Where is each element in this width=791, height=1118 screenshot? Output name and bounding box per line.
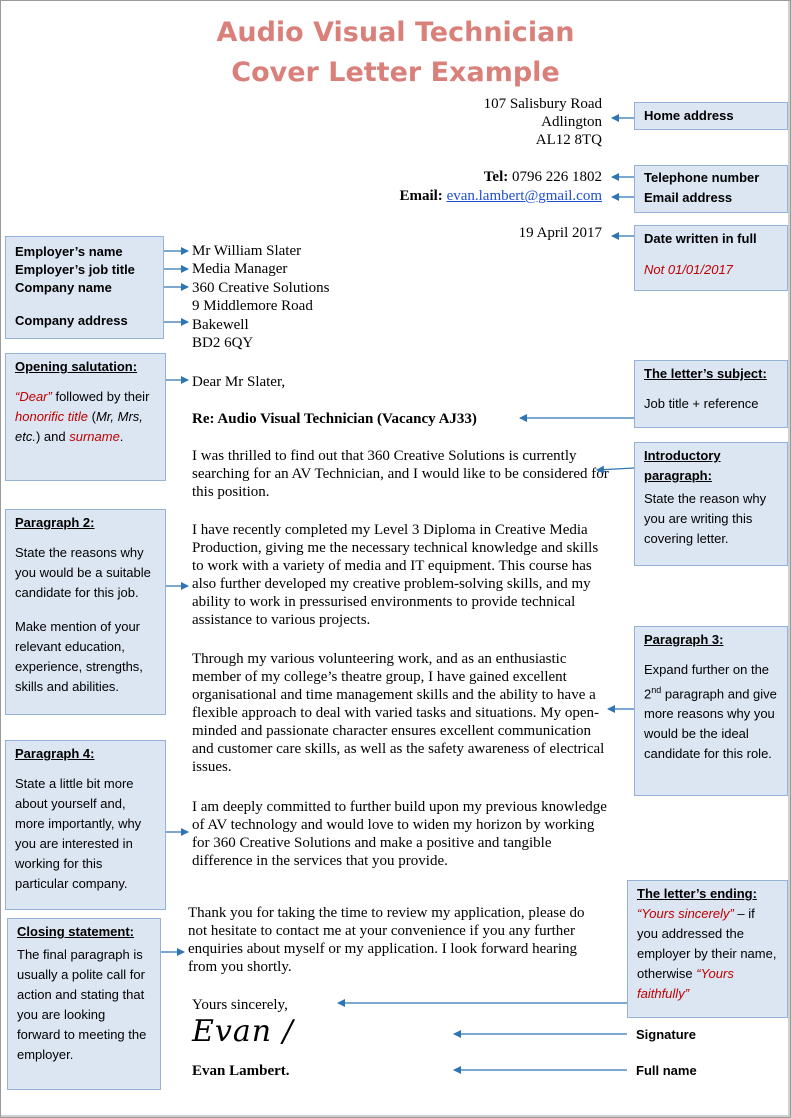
signature-label: Signature [636,1027,696,1042]
ending-heading: The letter’s ending: [637,886,757,901]
subject-line: Re: Audio Visual Technician (Vacancy AJ33) [192,411,477,427]
recipient-postcode: BD2 6QY [192,335,254,351]
p3-pre: Expand further on the 2 [644,662,770,702]
recipient-name: Mr William Slater [192,243,302,259]
recipient-company: 360 Creative Solutions [192,280,330,296]
closing-body: The final paragraph is usually a polite call for action and stating that you are looking forward to meeting the employer. [17,947,147,1062]
opening-titles: Mr, Mrs, etc. [15,409,143,444]
paragraph-4-heading: Paragraph 4: [15,746,95,761]
letter-date: 19 April 2017 [518,225,602,241]
paragraph-4-box [5,740,166,910]
company-name-label: Company name [15,280,112,295]
ending-middle: – if you addressed the employer by their name, otherwise [637,906,777,981]
telephone-value: 0796 226 1802 [512,169,602,185]
paragraph-5: Thank you for taking the time to review my application, please do not hesitate to contact me at your convenience if you any further enquiries about myself or my application. I look forward hearing from you shortly. [188,905,585,975]
opening-dear: “Dear” [15,389,52,404]
subject-body: Job title + reference [644,396,759,411]
signature: Evan / [192,1014,294,1049]
ending-yours-faithfully: “Yours faithfully” [637,966,734,1001]
closing-heading: Closing statement: [17,924,135,939]
opening-followed: followed by their [51,389,150,404]
paragraph-2-body-1: State the reasons why you would be a suitable candidate for this job. [15,545,151,600]
opening-paren-open: ( [91,409,96,424]
ending-box [627,880,788,1018]
closing-phrase: Yours sincerely, [192,997,288,1013]
p3-post: paragraph and give more reasons why you would be the ideal candidate for this role. [644,686,777,762]
paragraph-3: Through my various volunteering work, and as an enthusiastic member of my college’s theatre group, I have gained excellent organisational and time management skills and the ability to have a flexible approach to deal with varied tasks and situations. My open-minded and passionate character ensures excellent communication and customer care skills, as well as the safety awareness of electrical issues. [192,651,605,775]
subject-heading: The letter’s subject: [644,366,767,381]
paragraph-2: I have recently completed my Level 3 Diploma in Creative Media Production, giving me the necessary technical knowledge and skills to work with a variety of media and IT equipment. This course has also further developed my creative problem-solving skills, and my ability to work in pressurised environments to provide technical assistance to various projects. [192,522,599,628]
opening-salutation-box [5,353,166,481]
date-box [634,225,788,291]
ending-yours-sincerely: “Yours sincerely” [637,906,734,921]
full-name-label: Full name [636,1063,697,1078]
paragraph-3-heading: Paragraph 3: [644,632,724,647]
address-line-3: AL12 8TQ [535,132,602,148]
page-title-line-2: Cover Letter Example [231,57,560,88]
closing-statement-box [7,918,161,1090]
contact-box [634,165,788,213]
recipient-street: 9 Middlemore Road [192,298,313,314]
paragraph-3-box [634,626,788,796]
recipient-town: Bakewell [192,317,249,333]
paragraph-1: I was thrilled to find out that 360 Creative Solutions is currently searching for an AV Technician, and I would like to be considered for this position. [192,448,609,500]
ending-body [637,904,778,1004]
intro-heading: Introductory paragraph: [644,448,721,483]
opening-honorific: honorific title [15,409,88,424]
opening-heading: Opening salutation: [15,359,138,374]
paragraph-4: I am deeply committed to further build upon my previous knowledge of AV technology and would love to widen my horizon by working for 360 Creative Solutions and make a positive and tangible difference in the services that you provide. [192,799,607,869]
employer-name-label: Employer’s name [15,244,123,259]
telephone-number-label: Telephone number [644,170,760,185]
paragraph-2-box [5,509,166,715]
email-line [399,187,602,205]
home-address-label: Home address [644,108,734,123]
address-line-1: 107 Salisbury Road [483,96,602,112]
p3-sup: nd [651,685,662,695]
opening-body [15,387,156,447]
recipient-job-title: Media Manager [192,261,288,277]
email-label: Email: [399,188,443,204]
opening-surname: surname [69,429,120,444]
paragraph-2-heading: Paragraph 2: [15,515,95,530]
paragraph-4-body: State a little bit more about yourself and, more importantly, why you are interested in working for this particular company. [15,776,142,891]
email-address-label: Email address [644,190,733,205]
intro-box [634,442,788,566]
paragraph-3-body [644,660,778,764]
telephone-label: Tel: [483,169,509,185]
paragraph-2-body-2: Make mention of your relevant education, experience, strengths, skills and abilities. [15,619,143,694]
full-name: Evan Lambert. [192,1063,290,1079]
address-line-2: Adlington [541,114,602,130]
email-link[interactable]: evan.lambert@gmail.com [446,188,602,204]
date-not-example: Not 01/01/2017 [644,262,733,277]
home-address-box [634,102,788,130]
company-address-label: Company address [15,313,128,328]
date-heading: Date written in full [644,231,757,246]
opening-dot: . [119,429,124,444]
employer-job-title-label: Employer’s job title [15,262,135,277]
employer-box [5,236,164,339]
page-title-line-1: Audio Visual Technician [216,17,575,48]
telephone-line [484,168,602,186]
opening-and: ) and [35,429,70,444]
subject-box [634,360,788,428]
intro-body: State the reason why you are writing this covering letter. [644,491,767,546]
salutation: Dear Mr Slater, [192,374,286,390]
